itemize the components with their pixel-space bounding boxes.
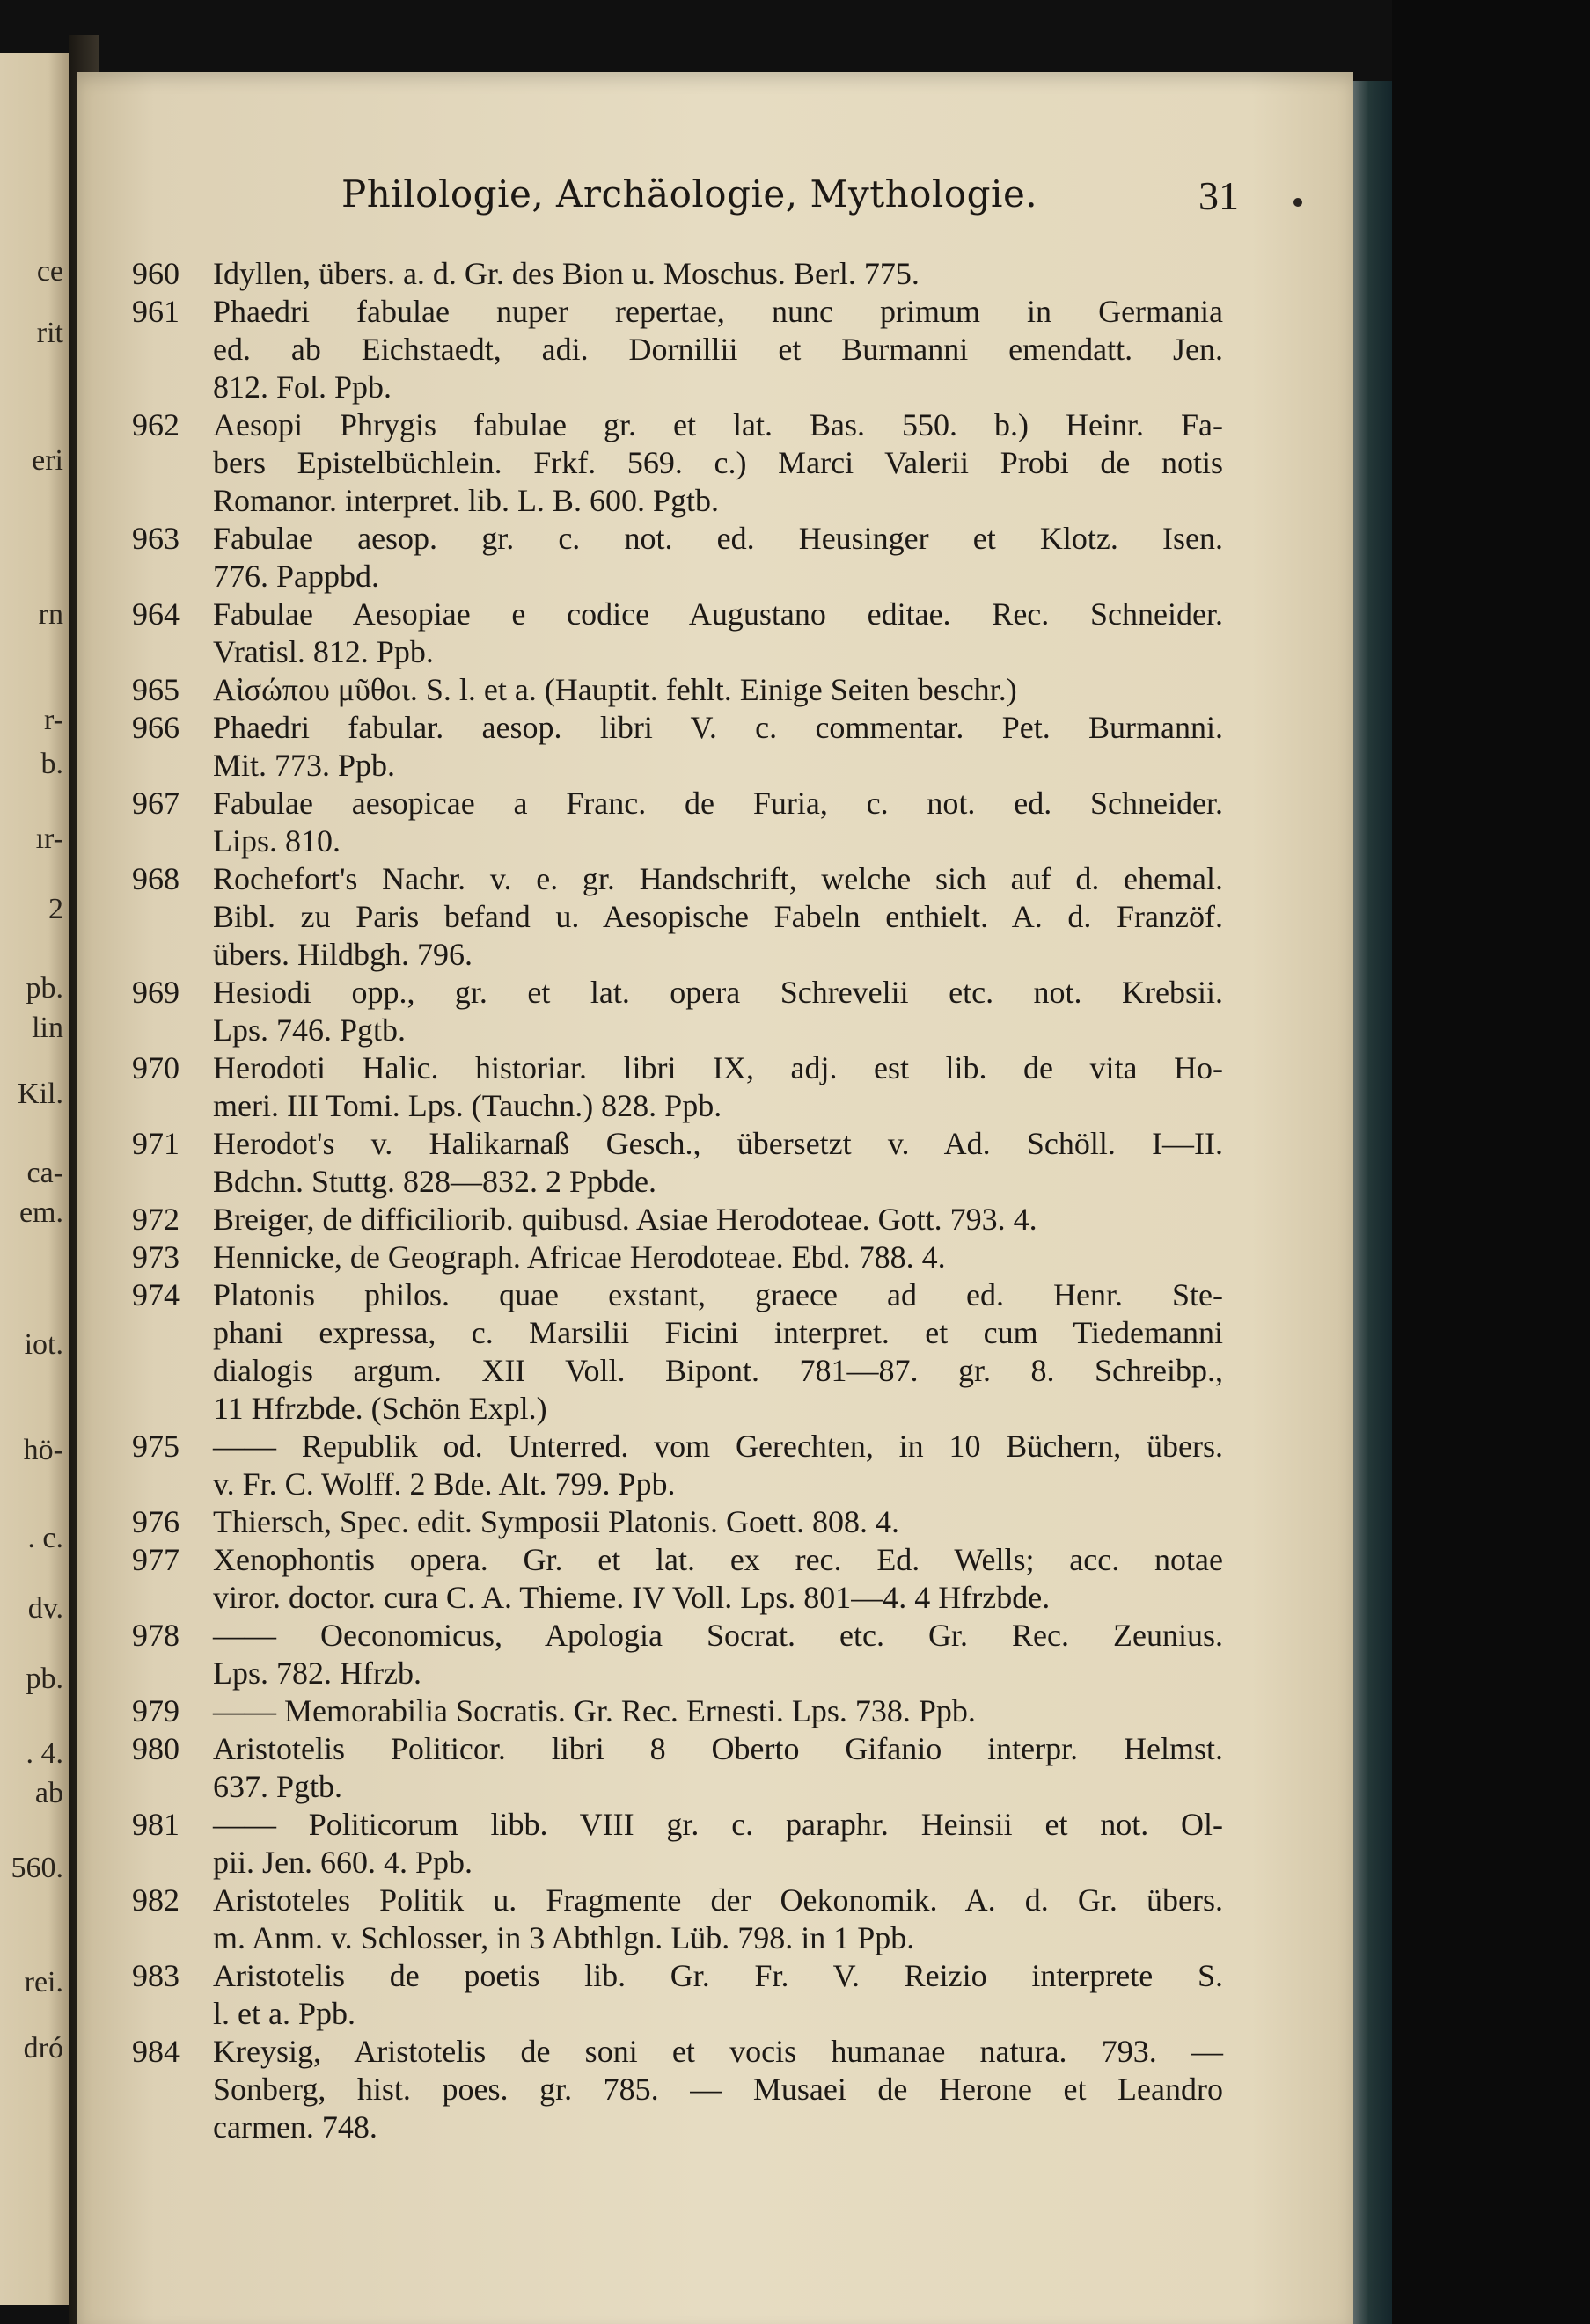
entry-text-line: Lps. 746. Pgtb. <box>213 1012 407 1048</box>
catalog-entries <box>132 255 1223 2146</box>
entry-text-line: Fabulae aesopicae a Franc. de Furia, c. not. ed. Schneider. <box>213 786 1223 821</box>
entry-text-line: Lips. 810. <box>213 823 341 859</box>
entry-text-line: dialogis argum. XII Voll. Bipont. 781—87. gr. 8. Schreibp., <box>213 1353 1223 1388</box>
entry-text-line: v. Fr. C. Wolff. 2 Bde. Alt. 799. Ppb. <box>213 1466 676 1502</box>
catalog-entry <box>132 406 1223 520</box>
facing-page-fragment: . 4. <box>26 1737 63 1770</box>
entry-text-line: Hennicke, de Geograph. Africae Herodoteae. Ebd. 788. 4. <box>213 1239 946 1275</box>
facing-page-fragment: dv. <box>27 1592 63 1625</box>
entry-number: 966 <box>132 710 180 745</box>
catalog-entry <box>132 974 1223 1049</box>
catalog-entry <box>132 860 1223 974</box>
entry-number: 981 <box>132 1807 180 1842</box>
entry-text-line: pii. Jen. 660. 4. Ppb. <box>213 1845 473 1880</box>
entry-number: 984 <box>132 2034 180 2069</box>
entry-text-line: Fabulae Aesopiae e codice Augustano editae. Rec. Schneider. <box>213 596 1223 632</box>
entry-number: 969 <box>132 975 180 1010</box>
facing-page-fragment: rei. <box>24 1966 63 1999</box>
facing-page-fragment: rn <box>38 598 63 631</box>
entry-text-line: viror. doctor. cura C. A. Thieme. IV Voll. Lps. 801—4. 4 Hfrzbde. <box>213 1580 1051 1615</box>
entry-text-line: carmen. 748. <box>213 2109 377 2145</box>
entry-text-line: Herodoti Halic. historiar. libri IX, adj. est lib. de vita Ho- <box>213 1050 1223 1085</box>
entry-text-line: ed. ab Eichstaedt, adi. Dornillii et Burmanni emendatt. Jen. <box>213 332 1223 367</box>
entry-number: 976 <box>132 1504 180 1539</box>
entry-text-line: Phaedri fabulae nuper repertae, nunc primum in Germania <box>213 294 1223 329</box>
entry-text-line: 776. Pappbd. <box>213 559 379 594</box>
entry-text-line: Thiersch, Spec. edit. Symposii Platonis. Goett. 808. 4. <box>213 1504 899 1539</box>
entry-number: 971 <box>132 1126 180 1161</box>
catalog-entry <box>132 1692 1223 1730</box>
entry-number: 975 <box>132 1429 180 1464</box>
entry-number: 963 <box>132 521 180 556</box>
catalog-entry <box>132 1541 1223 1617</box>
entry-text-line: Platonis philos. quae exstant, graece ad ed. Henr. Ste- <box>213 1277 1223 1312</box>
entry-text-line: Mit. 773. Ppb. <box>213 748 396 783</box>
facing-page-text-fragments <box>0 0 69 2324</box>
catalog-entry <box>132 671 1223 709</box>
catalog-entry <box>132 1730 1223 1806</box>
catalog-entry <box>132 1503 1223 1541</box>
catalog-entry <box>132 1049 1223 1125</box>
entry-text-line: Aristotelis de poetis lib. Gr. Fr. V. Reizio interprete S. <box>213 1958 1223 1993</box>
entry-text-line: Αἰσώπου μῦθοι. S. l. et a. (Hauptit. fehlt. Einige Seiten beschr.) <box>213 672 1017 707</box>
catalog-entry <box>132 293 1223 406</box>
entry-text-line: 11 Hfrzbde. (Schön Expl.) <box>213 1391 547 1426</box>
entry-text-line: Herodot's v. Halikarnaß Gesch., übersetzt v. Ad. Schöll. I—II. <box>213 1126 1223 1161</box>
catalog-entry <box>132 785 1223 860</box>
entry-number: 970 <box>132 1050 180 1085</box>
facing-page-fragment: ab <box>34 1777 63 1809</box>
catalog-entry <box>132 1806 1223 1882</box>
entry-text-line: m. Anm. v. Schlosser, in 3 Abthlgn. Lüb. 798. in 1 Ppb. <box>213 1920 915 1955</box>
cover-edge <box>1353 81 1392 2324</box>
entry-number: 968 <box>132 861 180 896</box>
catalog-entry <box>132 520 1223 596</box>
facing-page-fragment: hö- <box>23 1434 63 1466</box>
catalog-entry <box>132 1276 1223 1428</box>
entry-text-line: Xenophontis opera. Gr. et lat. ex rec. Ed. Wells; acc. notae <box>213 1542 1223 1577</box>
facing-page-fragment: ce <box>36 255 63 288</box>
facing-page-fragment: rit <box>36 317 63 349</box>
entry-number: 973 <box>132 1239 180 1275</box>
entry-text-line: Fabulae aesop. gr. c. not. ed. Heusinger et Klotz. Isen. <box>213 521 1223 556</box>
facing-page-fragment: eri <box>32 444 63 477</box>
catalog-entry <box>132 255 1223 293</box>
page-number: 31 <box>1198 173 1239 218</box>
entry-text-line: —— Memorabilia Socratis. Gr. Rec. Ernesti. Lps. 738. Ppb. <box>213 1693 976 1728</box>
entry-text-line: —— Oeconomicus, Apologia Socrat. etc. Gr. Rec. Zeunius. <box>213 1618 1223 1653</box>
catalog-entry <box>132 2033 1223 2146</box>
scan-background <box>1392 0 1590 2324</box>
entry-number: 974 <box>132 1277 180 1312</box>
entry-text-line: übers. Hildbgh. 796. <box>213 937 473 972</box>
entry-text-line: Hesiodi opp., gr. et lat. opera Schrevelii etc. not. Krebsii. <box>213 975 1223 1010</box>
entry-text-line: Aristoteles Politik u. Fragmente der Oekonomik. A. d. Gr. übers. <box>213 1882 1223 1918</box>
entry-text-line: Breiger, de difficiliorib. quibusd. Asiae Herodoteae. Gott. 793. 4. <box>213 1202 1037 1237</box>
entry-text-line: Vratisl. 812. Ppb. <box>213 634 434 669</box>
facing-page-fragment: r- <box>44 704 63 736</box>
catalog-entry <box>132 1201 1223 1239</box>
entry-text-line: Sonberg, hist. poes. gr. 785. — Musaei de Herone et Leandro <box>213 2072 1223 2107</box>
catalog-entry <box>132 1957 1223 2033</box>
page-header <box>341 172 1239 234</box>
catalog-entry <box>132 1239 1223 1276</box>
entry-text-line: phani expressa, c. Marsilii Ficini interpret. et cum Tiedemanni <box>213 1315 1223 1350</box>
entry-text-line: bers Epistelbüchlein. Frkf. 569. c.) Marci Valerii Probi de notis <box>213 445 1223 480</box>
facing-page-fragment: ır- <box>35 822 63 855</box>
entry-text-line: Aristotelis Politicor. libri 8 Oberto Gifanio interpr. Helmst. <box>213 1731 1223 1766</box>
entry-text-line: Aesopi Phrygis fabulae gr. et lat. Bas. 550. b.) Heinr. Fa- <box>213 407 1223 442</box>
margin-dot <box>1293 198 1302 207</box>
entry-text-line: Lps. 782. Hfrzb. <box>213 1655 421 1691</box>
running-title: Philologie, Archäologie, Mythologie. <box>341 172 1038 216</box>
catalog-entry <box>132 1882 1223 1957</box>
facing-page-fragment: pb. <box>26 1663 63 1695</box>
entry-number: 980 <box>132 1731 180 1766</box>
facing-page-fragment: Kil. <box>18 1078 63 1110</box>
catalog-entry <box>132 709 1223 785</box>
catalog-entry <box>132 1125 1223 1201</box>
entry-number: 978 <box>132 1618 180 1653</box>
facing-page-fragment: ca- <box>26 1157 63 1189</box>
facing-page-fragment: pb. <box>26 972 63 1005</box>
entry-number: 960 <box>132 256 180 291</box>
facing-page-fragment: lin <box>32 1012 63 1044</box>
facing-page-fragment: b. <box>40 748 63 780</box>
entry-text-line: meri. III Tomi. Lps. (Tauchn.) 828. Ppb. <box>213 1088 722 1123</box>
entry-text-line: Bibl. zu Paris befand u. Aesopische Fabeln enthielt. A. d. Franzöf. <box>213 899 1223 934</box>
entry-number: 967 <box>132 786 180 821</box>
entry-number: 962 <box>132 407 180 442</box>
entry-text-line: Idyllen, übers. a. d. Gr. des Bion u. Moschus. Berl. 775. <box>213 256 920 291</box>
entry-number: 977 <box>132 1542 180 1577</box>
catalog-entry <box>132 1617 1223 1692</box>
entry-number: 979 <box>132 1693 180 1728</box>
entry-text-line: 637. Pgtb. <box>213 1769 343 1804</box>
entry-number: 972 <box>132 1202 180 1237</box>
catalog-entry <box>132 1428 1223 1503</box>
facing-page-fragment: 2 <box>48 893 63 925</box>
entry-text-line: —— Politicorum libb. VIII gr. c. paraphr. Heinsii et not. Ol- <box>213 1807 1223 1842</box>
facing-page-fragment: em. <box>18 1196 63 1229</box>
facing-page-fragment: iot. <box>24 1328 63 1361</box>
facing-page-fragment: dró <box>23 2032 63 2065</box>
entry-text-line: Romanor. interpret. lib. L. B. 600. Pgtb. <box>213 483 719 518</box>
entry-text-line: 812. Fol. Ppb. <box>213 369 392 405</box>
catalog-entry <box>132 596 1223 671</box>
facing-page-fragment: 560. <box>11 1852 63 1884</box>
entry-text-line: Rochefort's Nachr. v. e. gr. Handschrift, welche sich auf d. ehemal. <box>213 861 1223 896</box>
facing-page-fragment: . c. <box>27 1522 63 1554</box>
entry-number: 965 <box>132 672 180 707</box>
entry-number: 983 <box>132 1958 180 1993</box>
entry-text-line: —— Republik od. Unterred. vom Gerechten, in 10 Büchern, übers. <box>213 1429 1223 1464</box>
entry-text-line: l. et a. Ppb. <box>213 1996 355 2031</box>
entry-number: 964 <box>132 596 180 632</box>
entry-number: 961 <box>132 294 180 329</box>
entry-number: 982 <box>132 1882 180 1918</box>
entry-text-line: Kreysig, Aristotelis de soni et vocis humanae natura. 793. — <box>213 2034 1223 2069</box>
entry-text-line: Bdchn. Stuttg. 828—832. 2 Ppbde. <box>213 1164 657 1199</box>
entry-text-line: Phaedri fabular. aesop. libri V. c. commentar. Pet. Burmanni. <box>213 710 1223 745</box>
